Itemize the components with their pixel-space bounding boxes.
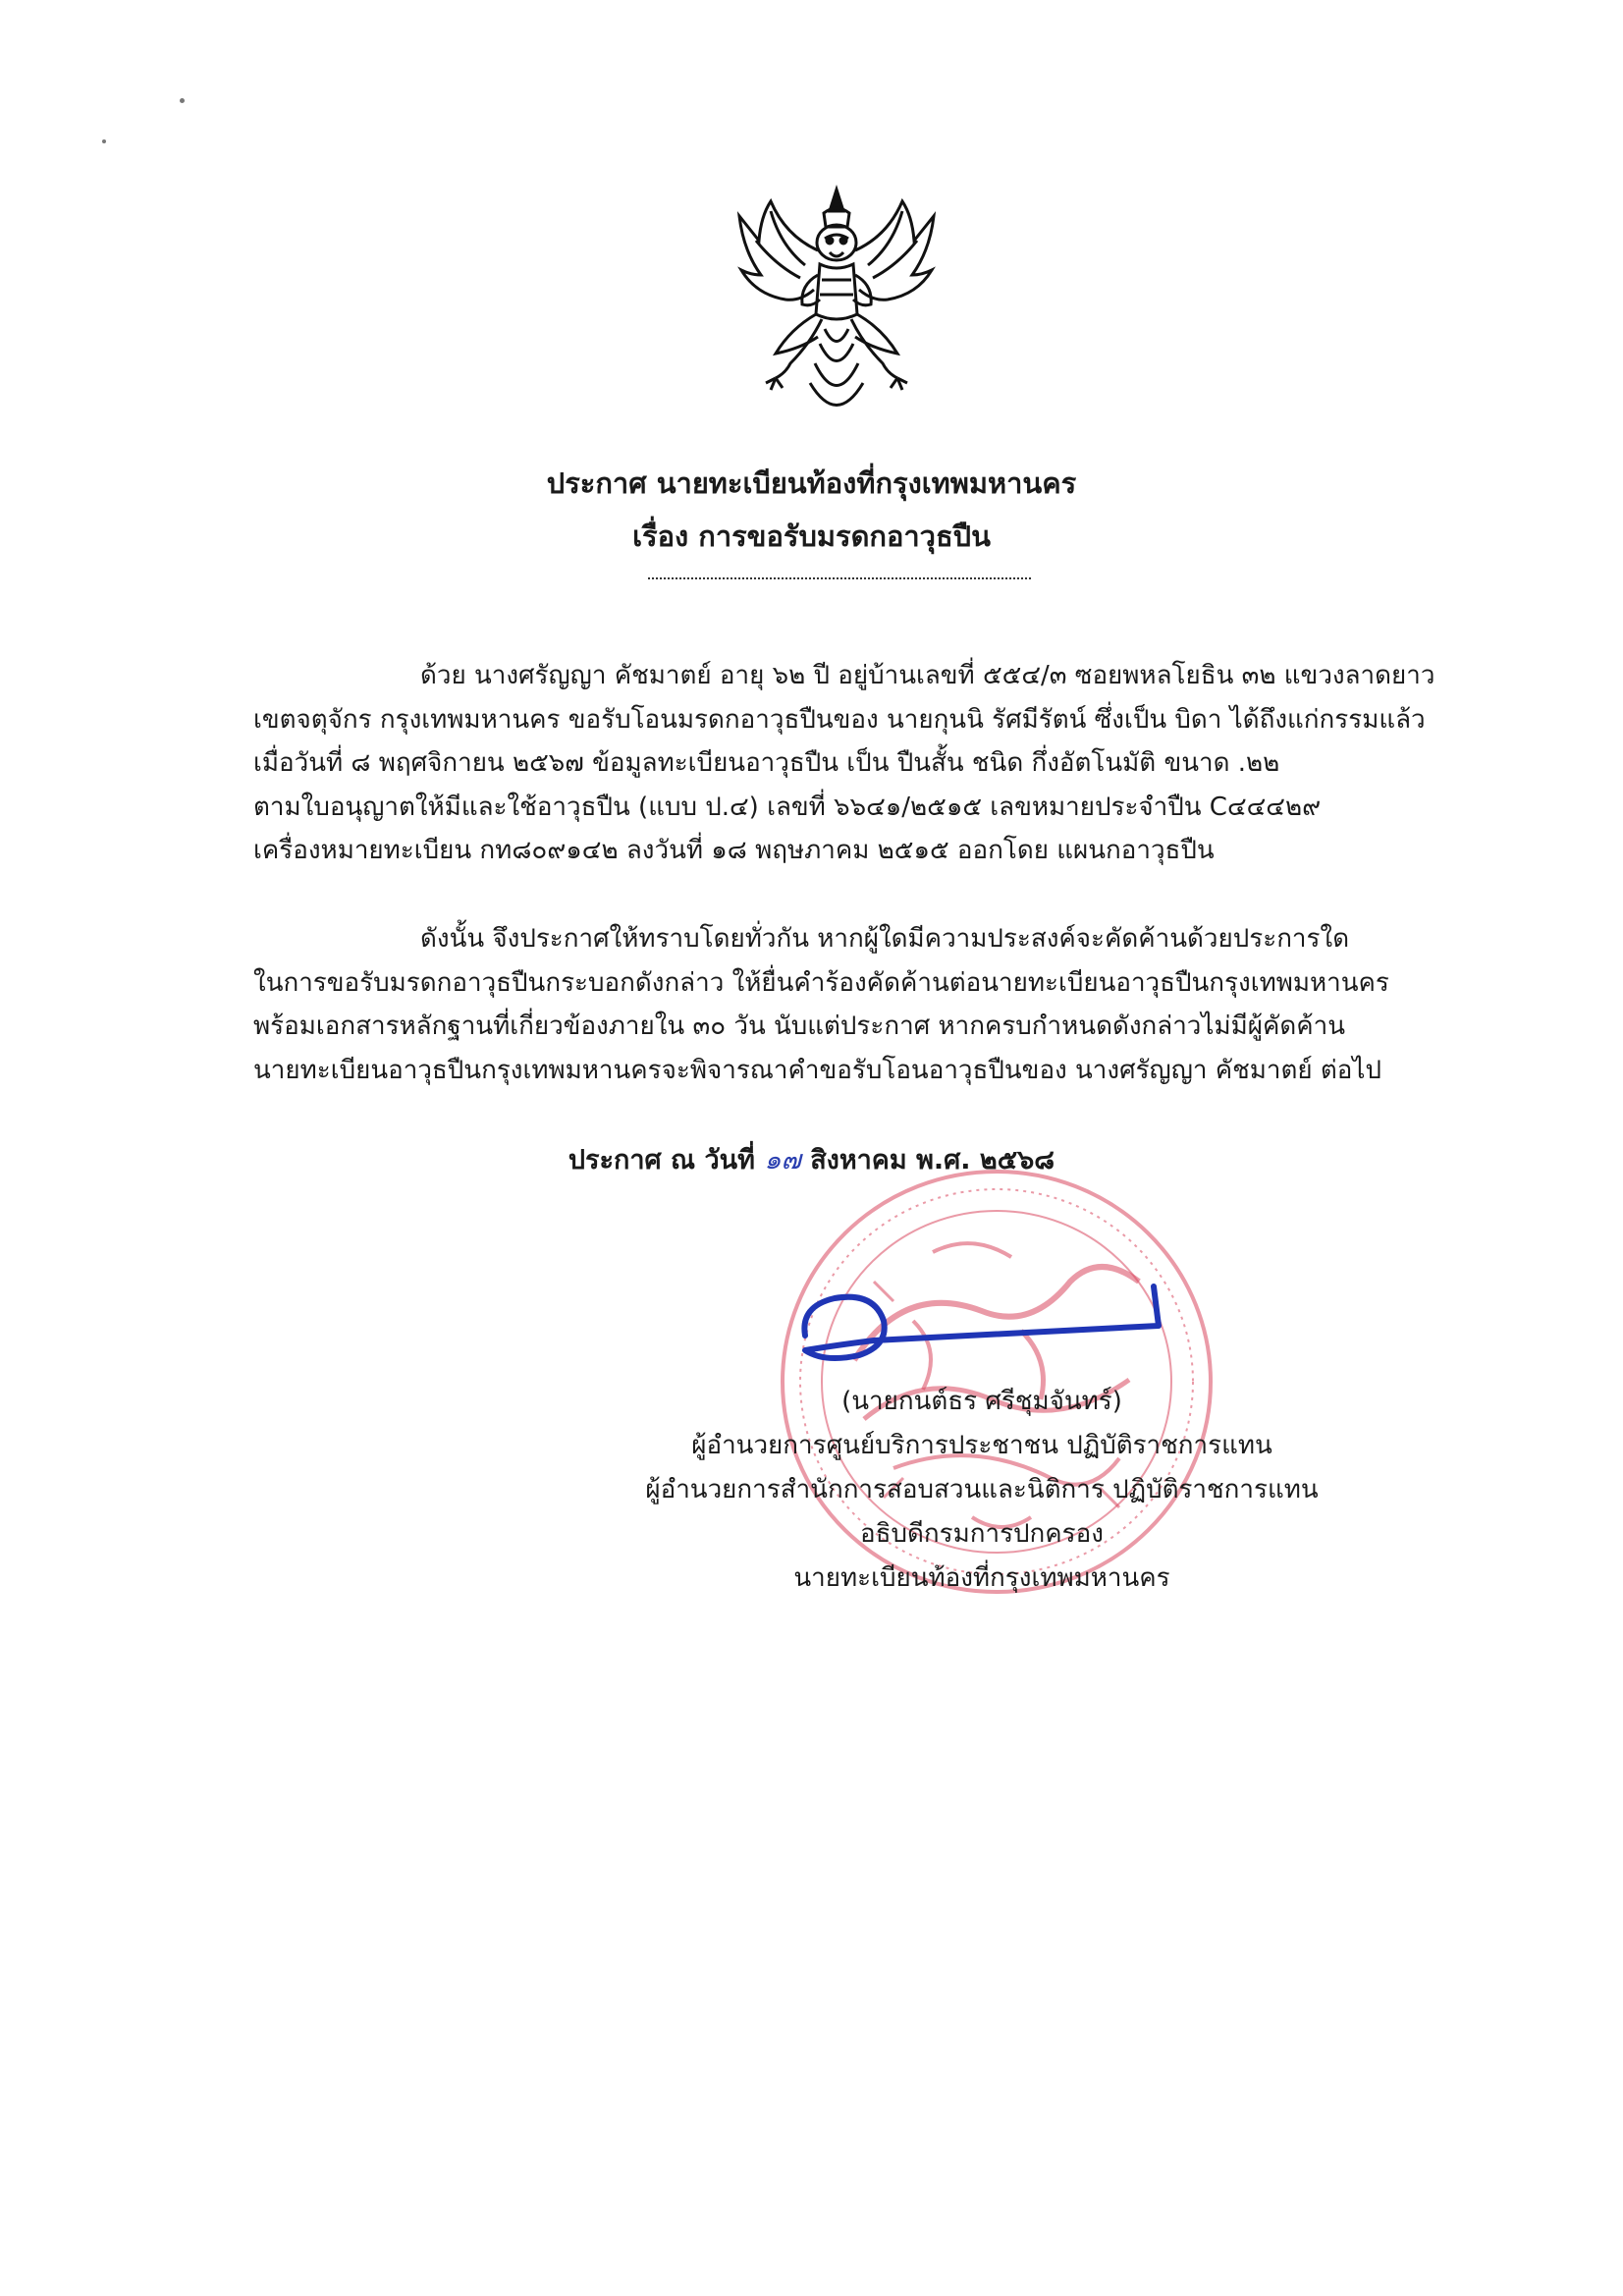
paragraph-line: เมื่อวันที่ ๘ พฤศจิกายน ๒๕๖๗ ข้อมูลทะเบียนอาวุธปืน เป็น ปืนสั้น ชนิด กึ่งอัตโนมัติ ขนาด .๒๒ [253, 748, 1280, 778]
paragraph-line: ในการขอรับมรดกอาวุธปืนกระบอกดังกล่าว ให้ยื่นคำร้องคัดค้านต่อนายทะเบียนอาวุธปืนกรุงเทพมหานคร [253, 967, 1389, 998]
paragraph-line: ตามใบอนุญาตให้มีและใช้อาวุธปืน (แบบ ป.๔) เลขที่ ๖๖๔๑/๒๕๑๕ เลขหมายประจำปืน C๔๔๔๒๙ [253, 792, 1322, 822]
handwritten-signature [766, 1267, 1178, 1375]
garuda-emblem [731, 182, 943, 422]
signatory-name: (นายกนต์ธร ศรีชุมจันทร์) [841, 1387, 1122, 1416]
signatory-position-4: นายทะเบียนท้องที่กรุงเทพมหานคร [793, 1563, 1170, 1593]
announcement-title: ประกาศ นายทะเบียนท้องที่กรุงเทพมหานคร [546, 466, 1077, 500]
signatory-position-2: ผู้อำนวยการสำนักการสอบสวนและนิติการ ปฏิบัติราชการแทน [645, 1475, 1319, 1504]
scan-speck [180, 98, 185, 103]
paragraph-line: เครื่องหมายทะเบียน กท๘๐๙๑๔๒ ลงวันที่ ๑๘ พฤษภาคม ๒๕๑๕ ออกโดย แผนกอาวุธปืน [253, 836, 1215, 865]
date-prefix: ประกาศ ณ วันที่ [568, 1145, 755, 1175]
paragraph-line: นายทะเบียนอาวุธปืนกรุงเทพมหานครจะพิจารณาคำขอรับโอนอาวุธปืนของ นางศรัญญา คัชมาตย์ ต่อไป [253, 1055, 1381, 1085]
paragraph-line: เขตจตุจักร กรุงเทพมหานคร ขอรับโอนมรดกอาวุธปืนของ นายกุนนิ รัศมีรัตน์ ซึ่งเป็น บิดา ได้ถึงแก่กรรมแล้ว [253, 704, 1426, 735]
date-suffix: สิงหาคม พ.ศ. ๒๕๖๘ [810, 1145, 1055, 1175]
dotted-divider [648, 577, 1031, 579]
paragraph-line: ด้วย นางศรัญญา คัชมาตย์ อายุ ๖๒ ปี อยู่บ้านเลขที่ ๕๕๔/๓ ซอยพหลโยธิน ๓๒ แขวงลาดยาว [420, 661, 1435, 690]
body-paragraph-1 [253, 654, 1469, 873]
body-paragraph-2 [253, 917, 1469, 1092]
handwritten-day: ๑๗ [764, 1145, 801, 1175]
paragraph-line: พร้อมเอกสารหลักฐานที่เกี่ยวข้องภายใน ๓๐ วัน นับแต่ประกาศ หากครบกำหนดดังกล่าวไม่มีผู้คัดค้าน [253, 1011, 1346, 1041]
signatory-position-3: อธิบดีกรมการปกครอง [860, 1519, 1104, 1549]
scan-speck [102, 139, 106, 143]
signatory-position-1: ผู้อำนวยการศูนย์บริการประชาชน ปฏิบัติราชการแทน [691, 1431, 1272, 1460]
paragraph-line: ดังนั้น จึงประกาศให้ทราบโดยทั่วกัน หากผู้ใดมีความประสงค์จะคัดค้านด้วยประการใด [420, 924, 1350, 954]
announcement-subject: เรื่อง การขอรับมรดกอาวุธปืน [632, 519, 991, 553]
